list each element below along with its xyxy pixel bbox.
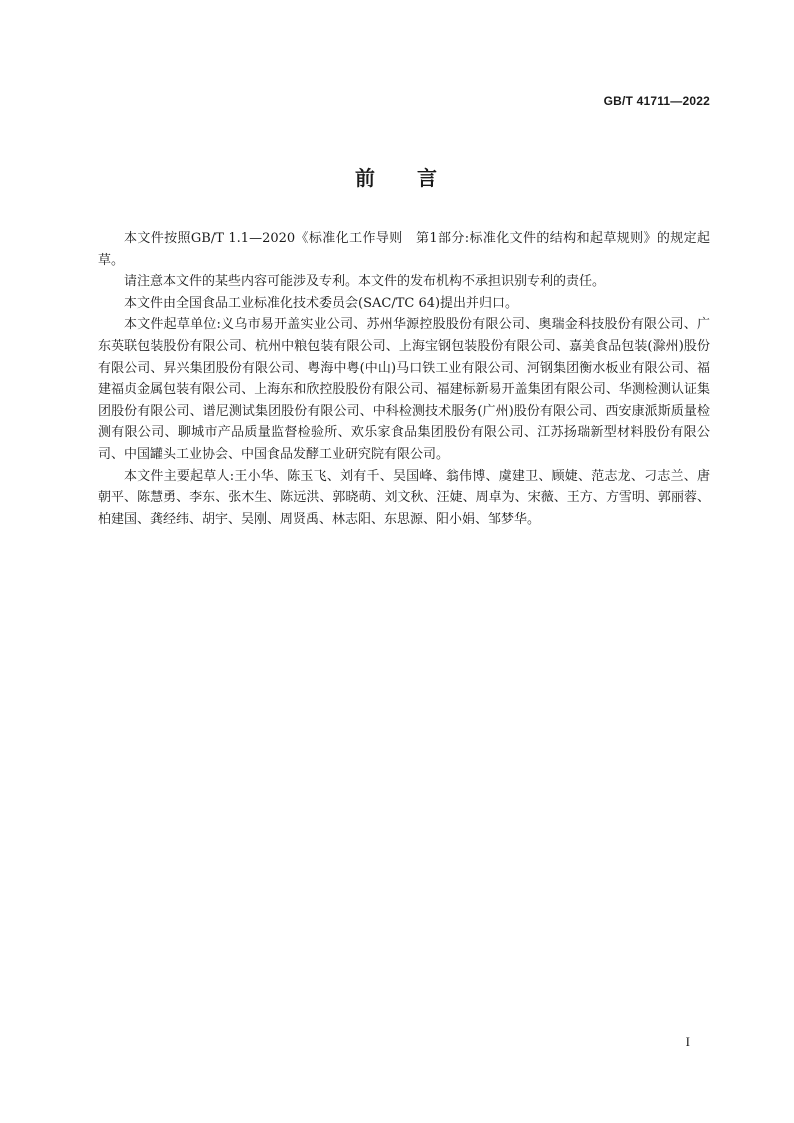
paragraph-drafting-units: 本文件起草单位:义乌市易开盖实业公司、苏州华源控股股份有限公司、奥瑞金科技股份有限公司、广东英联包装股份有限公司、杭州中粮包装有限公司、上海宝钢包装股份有限公司、嘉美食品包装(滁州)股份有限公司、昇兴集团股份有限公司、粤海中粤(中山)马口铁工业有限公司、河钢集团衡水板业有限公司、福建福贞金属包装有限公司、上海东和欣控股股份有限公司、福建标新易开盖集团有限公司、华测检测认证集团股份有限公司、谱尼测试集团股份有限公司、中科检测技术服务(广州)股份有限公司、西安康派斯质量检测有限公司、聊城市产品质量监督检验所、欢乐家食品集团股份有限公司、江苏扬瑞新型材料股份有限公司、中国罐头工业协会、中国食品发酵工业研究院有限公司。 — [98, 317, 710, 462]
page-title — [0, 162, 794, 191]
title-char-1: 前 — [355, 166, 377, 190]
paragraph-drafting-rules: 本文件按照GB/T 1.1—2020《标准化工作导则 第1部分:标准化文件的结构和起草规则》的规定起草。 — [98, 231, 710, 268]
paragraph-patent-notice: 请注意本文件的某些内容可能涉及专利。本文件的发布机构不承担识别专利的责任。 — [124, 274, 606, 290]
paragraph-proposer: 本文件由全国食品工业标准化技术委员会(SAC/TC 64)提出并归口。 — [124, 295, 519, 311]
title-char-2: 言 — [417, 166, 439, 190]
standard-number: GB/T 41711—2022 — [603, 94, 710, 108]
foreword-body — [98, 228, 710, 530]
page-number: I — [685, 1034, 690, 1049]
paragraph-drafters: 本文件主要起草人:王小华、陈玉飞、刘有千、吴国峰、翁伟博、虞建卫、顾婕、范志龙、刁志兰、唐朝平、陈慧勇、李东、张木生、陈远洪、郭晓萌、刘文秋、汪婕、周卓为、宋薇、王方、方雪明、郭丽蓉、柏建国、龚经纬、胡宇、吴刚、周贤禹、林志阳、东思源、阳小娟、邹梦华。 — [98, 468, 710, 527]
